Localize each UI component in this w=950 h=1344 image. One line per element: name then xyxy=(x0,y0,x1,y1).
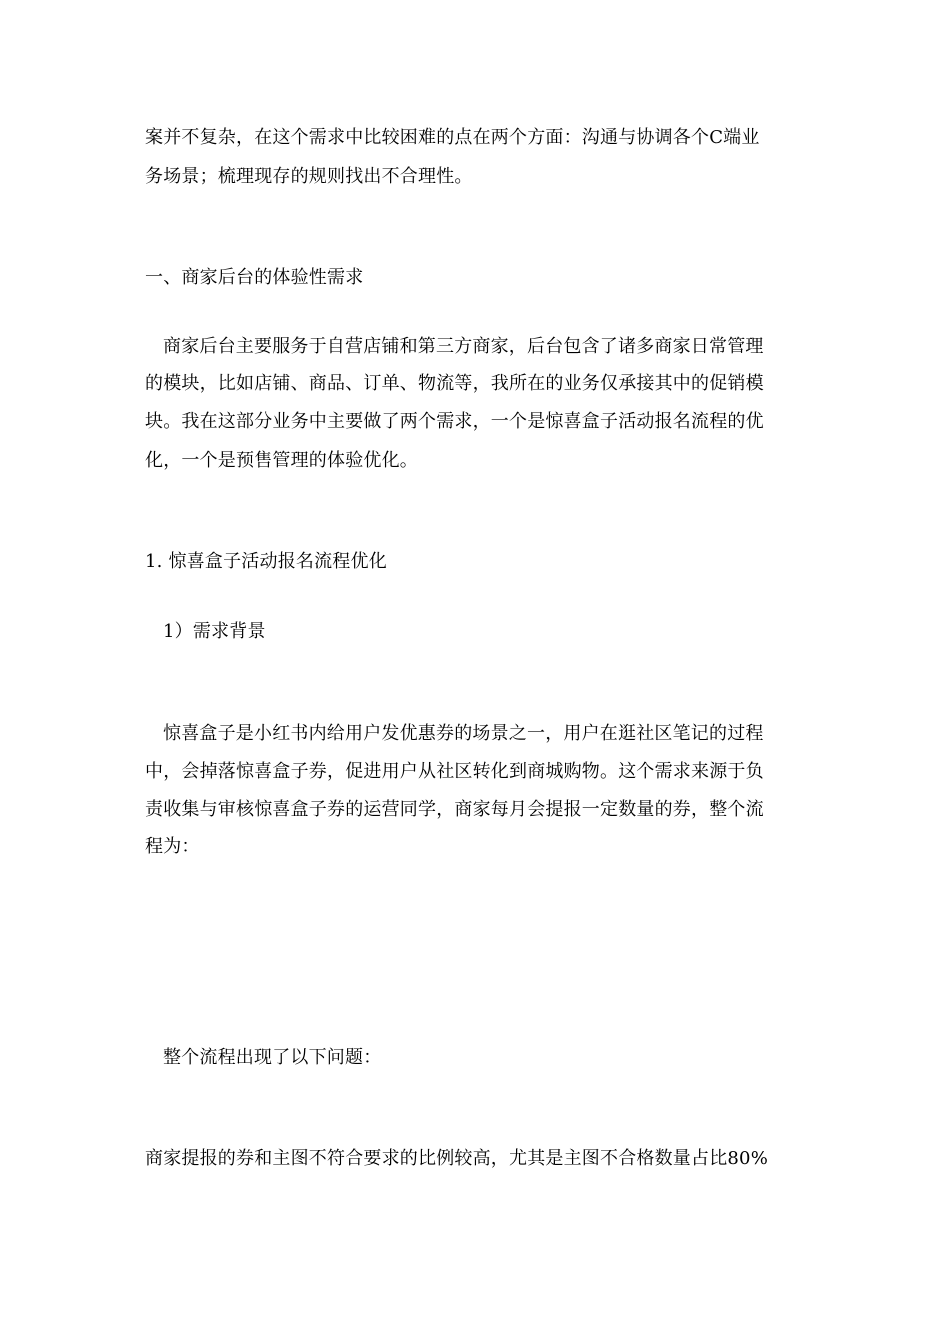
intro-line-1: 案并不复杂，在这个需求中比较困难的点在两个方面：沟通与协调各个C端业 xyxy=(145,127,760,148)
subheading-1: 1. 惊喜盒子活动报名流程优化 xyxy=(145,551,387,572)
subheading-1-1: 1）需求背景 xyxy=(163,621,266,642)
problem-line: 商家提报的券和主图不符合要求的比例较高，尤其是主图不合格数量占比80% xyxy=(145,1148,769,1169)
section-line-2: 的模块，比如店铺、商品、订单、物流等，我所在的业务仅承接其中的促销模 xyxy=(145,373,764,394)
background-line-2: 中，会掉落惊喜盒子券，促进用户从社区转化到商城购物。这个需求来源于负 xyxy=(145,761,764,782)
background-line-1: 惊喜盒子是小红书内给用户发优惠券的场景之一，用户在逛社区笔记的过程 xyxy=(163,723,764,744)
section-line-3: 块。我在这部分业务中主要做了两个需求，一个是惊喜盒子活动报名流程的优 xyxy=(145,411,764,432)
background-line-4: 程为： xyxy=(145,836,200,857)
problem-intro: 整个流程出现了以下问题： xyxy=(163,1047,382,1068)
intro-line-2: 务场景；梳理现存的规则找出不合理性。 xyxy=(145,166,473,187)
background-line-3: 责收集与审核惊喜盒子券的运营同学，商家每月会提报一定数量的券，整个流 xyxy=(145,799,764,820)
section-line-1: 商家后台主要服务于自营店铺和第三方商家，后台包含了诸多商家日常管理 xyxy=(163,336,764,357)
section-line-4: 化，一个是预售管理的体验优化。 xyxy=(145,450,418,471)
section-heading: 一、商家后台的体验性需求 xyxy=(145,267,364,288)
